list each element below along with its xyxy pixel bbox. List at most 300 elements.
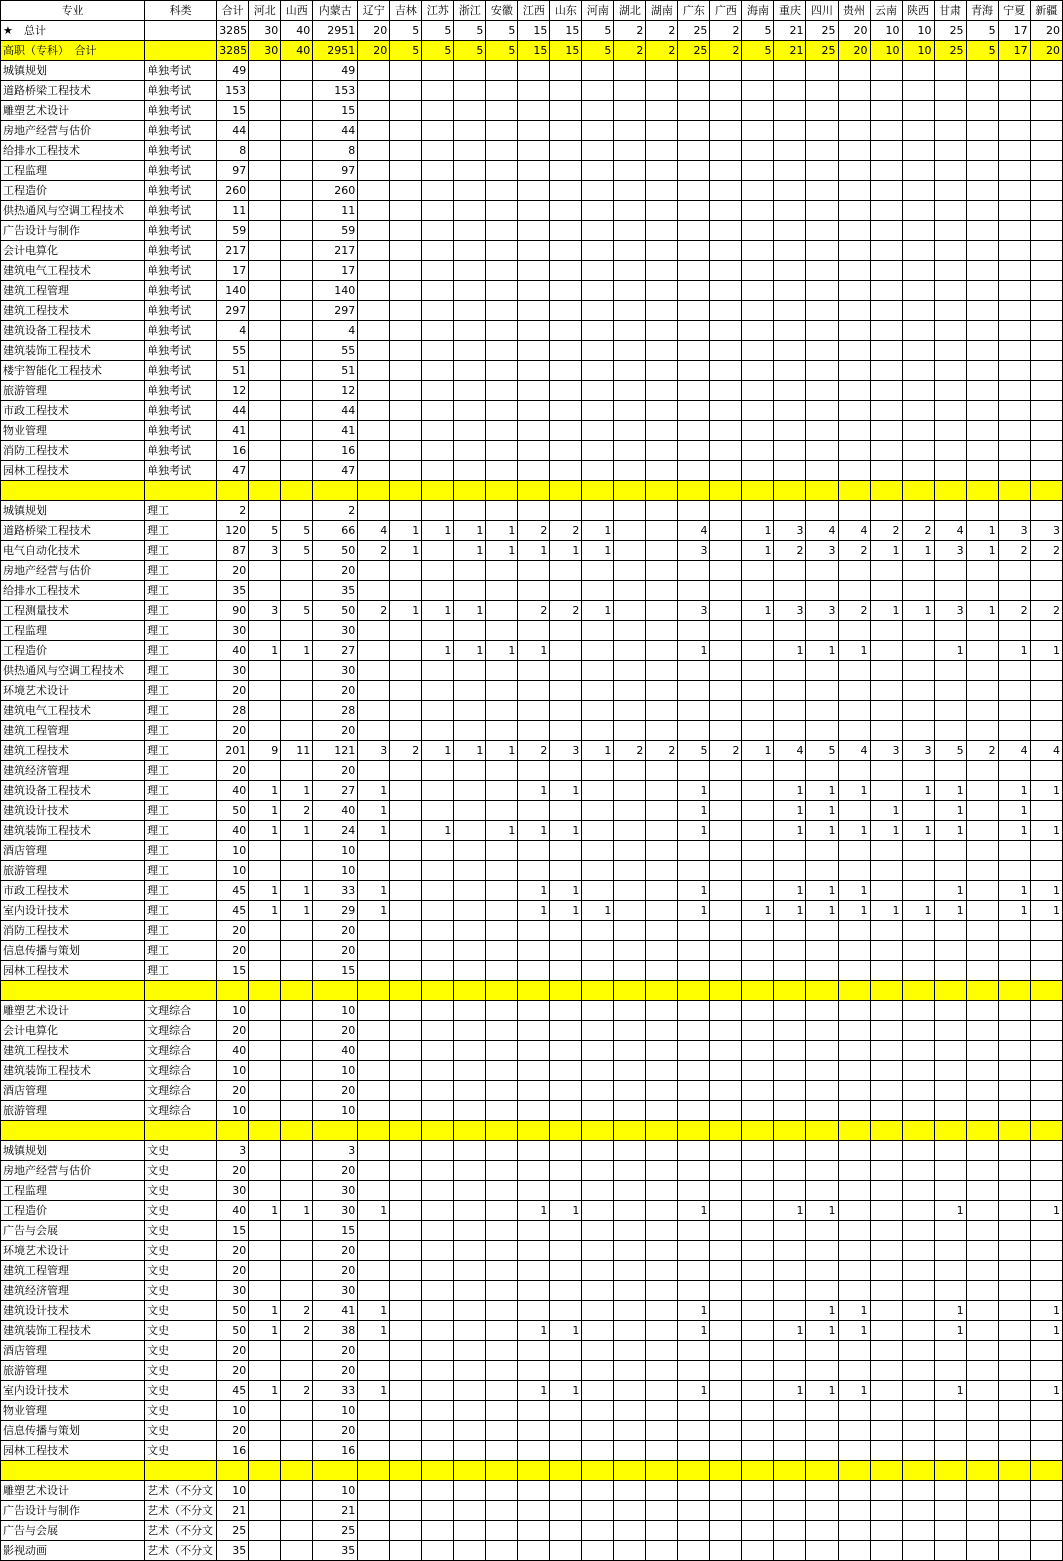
value-cell[interactable]: 1 (249, 881, 281, 901)
value-cell[interactable] (998, 1321, 1030, 1341)
value-cell[interactable] (550, 801, 582, 821)
value-cell[interactable] (518, 721, 550, 741)
value-cell[interactable] (998, 561, 1030, 581)
value-cell[interactable] (249, 1401, 281, 1421)
value-cell[interactable] (358, 981, 390, 1001)
value-cell[interactable]: 140 (313, 281, 358, 301)
value-cell[interactable]: 3 (678, 601, 710, 621)
value-cell[interactable] (454, 1401, 486, 1421)
value-cell[interactable]: 1 (966, 541, 998, 561)
value-cell[interactable] (678, 381, 710, 401)
value-cell[interactable] (390, 281, 422, 301)
value-cell[interactable] (358, 121, 390, 141)
value-cell[interactable] (870, 621, 902, 641)
value-cell[interactable] (582, 1341, 614, 1361)
value-cell[interactable] (646, 921, 678, 941)
value-cell[interactable] (454, 201, 486, 221)
value-cell[interactable] (742, 1301, 774, 1321)
value-cell[interactable] (422, 361, 454, 381)
value-cell[interactable] (966, 1201, 998, 1221)
value-cell[interactable] (646, 121, 678, 141)
value-cell[interactable] (902, 1421, 934, 1441)
value-cell[interactable] (774, 441, 806, 461)
value-cell[interactable] (646, 981, 678, 1001)
category-cell[interactable]: 理工 (145, 721, 217, 741)
value-cell[interactable] (998, 941, 1030, 961)
value-cell[interactable] (582, 321, 614, 341)
value-cell[interactable] (454, 981, 486, 1001)
value-cell[interactable] (550, 301, 582, 321)
value-cell[interactable] (934, 661, 966, 681)
value-cell[interactable] (902, 761, 934, 781)
value-cell[interactable] (486, 1341, 518, 1361)
value-cell[interactable] (486, 481, 518, 501)
value-cell[interactable] (710, 861, 742, 881)
value-cell[interactable] (518, 941, 550, 961)
value-cell[interactable] (390, 1441, 422, 1461)
value-cell[interactable] (646, 521, 678, 541)
value-cell[interactable]: 49 (217, 61, 249, 81)
value-cell[interactable] (678, 861, 710, 881)
value-cell[interactable] (454, 501, 486, 521)
value-cell[interactable] (249, 261, 281, 281)
value-cell[interactable] (934, 321, 966, 341)
value-cell[interactable] (902, 481, 934, 501)
value-cell[interactable] (486, 561, 518, 581)
value-cell[interactable] (486, 581, 518, 601)
value-cell[interactable] (998, 981, 1030, 1001)
value-cell[interactable] (902, 1161, 934, 1181)
major-cell[interactable]: 城镇规划 (1, 61, 145, 81)
value-cell[interactable] (614, 61, 646, 81)
value-cell[interactable]: 1 (774, 821, 806, 841)
value-cell[interactable] (646, 1001, 678, 1021)
value-cell[interactable] (870, 181, 902, 201)
value-cell[interactable] (281, 241, 313, 261)
value-cell[interactable] (774, 661, 806, 681)
value-cell[interactable] (1030, 1341, 1062, 1361)
value-cell[interactable] (806, 581, 838, 601)
value-cell[interactable]: 15 (313, 961, 358, 981)
value-cell[interactable]: 2 (710, 21, 742, 41)
value-cell[interactable] (614, 901, 646, 921)
value-cell[interactable] (774, 341, 806, 361)
value-cell[interactable] (966, 1221, 998, 1241)
value-cell[interactable] (710, 921, 742, 941)
value-cell[interactable] (518, 121, 550, 141)
value-cell[interactable] (249, 441, 281, 461)
value-cell[interactable] (249, 561, 281, 581)
value-cell[interactable]: 10 (902, 41, 934, 61)
column-header[interactable]: 重庆 (774, 1, 806, 21)
value-cell[interactable] (710, 981, 742, 1001)
value-cell[interactable] (422, 1041, 454, 1061)
value-cell[interactable] (582, 1181, 614, 1201)
value-cell[interactable] (390, 1421, 422, 1441)
value-cell[interactable] (710, 1121, 742, 1141)
value-cell[interactable] (870, 221, 902, 241)
value-cell[interactable] (422, 841, 454, 861)
value-cell[interactable] (838, 341, 870, 361)
value-cell[interactable]: 2 (646, 21, 678, 41)
value-cell[interactable] (582, 1361, 614, 1381)
value-cell[interactable] (966, 1461, 998, 1481)
category-cell[interactable]: 文史 (145, 1261, 217, 1281)
value-cell[interactable] (838, 1501, 870, 1521)
value-cell[interactable] (486, 1061, 518, 1081)
column-header[interactable]: 湖南 (646, 1, 678, 21)
value-cell[interactable] (870, 681, 902, 701)
value-cell[interactable] (838, 201, 870, 221)
value-cell[interactable] (582, 1261, 614, 1281)
value-cell[interactable] (390, 781, 422, 801)
value-cell[interactable] (934, 1061, 966, 1081)
value-cell[interactable] (710, 461, 742, 481)
value-cell[interactable] (998, 841, 1030, 861)
value-cell[interactable] (390, 921, 422, 941)
value-cell[interactable] (774, 1021, 806, 1041)
value-cell[interactable] (249, 921, 281, 941)
value-cell[interactable]: 1 (934, 1381, 966, 1401)
value-cell[interactable] (1030, 1121, 1062, 1141)
category-cell[interactable]: 单独考试 (145, 281, 217, 301)
major-cell[interactable]: 建筑经济管理 (1, 761, 145, 781)
value-cell[interactable] (1030, 101, 1062, 121)
value-cell[interactable] (550, 1001, 582, 1021)
value-cell[interactable] (358, 1401, 390, 1421)
value-cell[interactable] (614, 781, 646, 801)
value-cell[interactable]: 2 (281, 1321, 313, 1341)
value-cell[interactable] (774, 1501, 806, 1521)
value-cell[interactable] (550, 101, 582, 121)
value-cell[interactable] (1030, 161, 1062, 181)
value-cell[interactable]: 10 (217, 1001, 249, 1021)
column-header[interactable]: 科类 (145, 1, 217, 21)
value-cell[interactable] (838, 1361, 870, 1381)
value-cell[interactable] (646, 1501, 678, 1521)
value-cell[interactable] (838, 1121, 870, 1141)
value-cell[interactable]: 297 (313, 301, 358, 321)
value-cell[interactable] (454, 561, 486, 581)
value-cell[interactable] (1030, 561, 1062, 581)
value-cell[interactable] (966, 81, 998, 101)
value-cell[interactable] (774, 1541, 806, 1561)
value-cell[interactable] (710, 321, 742, 341)
value-cell[interactable] (678, 1421, 710, 1441)
value-cell[interactable] (742, 301, 774, 321)
value-cell[interactable] (678, 921, 710, 941)
value-cell[interactable] (806, 161, 838, 181)
value-cell[interactable]: 25 (678, 21, 710, 41)
value-cell[interactable] (614, 1021, 646, 1041)
value-cell[interactable] (966, 461, 998, 481)
value-cell[interactable] (902, 1241, 934, 1261)
major-cell[interactable]: 建筑设备工程技术 (1, 781, 145, 801)
value-cell[interactable] (550, 1041, 582, 1061)
value-cell[interactable]: 1 (518, 641, 550, 661)
value-cell[interactable] (518, 441, 550, 461)
value-cell[interactable]: 97 (217, 161, 249, 181)
value-cell[interactable] (550, 261, 582, 281)
value-cell[interactable]: 2 (390, 741, 422, 761)
value-cell[interactable] (422, 1101, 454, 1121)
value-cell[interactable]: 17 (998, 41, 1030, 61)
value-cell[interactable] (281, 141, 313, 161)
value-cell[interactable] (742, 821, 774, 841)
value-cell[interactable] (1030, 201, 1062, 221)
value-cell[interactable]: 1 (806, 901, 838, 921)
value-cell[interactable]: 1 (870, 821, 902, 841)
value-cell[interactable]: 1 (806, 1201, 838, 1221)
value-cell[interactable]: 1 (678, 881, 710, 901)
value-cell[interactable] (678, 1161, 710, 1181)
value-cell[interactable] (774, 401, 806, 421)
value-cell[interactable] (454, 621, 486, 641)
value-cell[interactable] (486, 1001, 518, 1021)
value-cell[interactable] (774, 421, 806, 441)
value-cell[interactable] (934, 861, 966, 881)
major-cell[interactable]: 建筑电气工程技术 (1, 261, 145, 281)
value-cell[interactable]: 30 (313, 1281, 358, 1301)
value-cell[interactable] (710, 1401, 742, 1421)
value-cell[interactable]: 8 (313, 141, 358, 161)
category-cell[interactable]: 文理综合 (145, 1081, 217, 1101)
major-cell[interactable]: 建筑装饰工程技术 (1, 1321, 145, 1341)
value-cell[interactable]: 40 (217, 1201, 249, 1221)
value-cell[interactable] (486, 1361, 518, 1381)
major-cell[interactable]: 供热通风与空调工程技术 (1, 201, 145, 221)
value-cell[interactable] (358, 1181, 390, 1201)
value-cell[interactable] (486, 1141, 518, 1161)
value-cell[interactable] (518, 401, 550, 421)
value-cell[interactable] (358, 1121, 390, 1141)
value-cell[interactable] (646, 481, 678, 501)
value-cell[interactable] (742, 1461, 774, 1481)
value-cell[interactable] (582, 1221, 614, 1241)
value-cell[interactable] (614, 1321, 646, 1341)
column-header[interactable]: 湖北 (614, 1, 646, 21)
value-cell[interactable] (614, 1241, 646, 1261)
value-cell[interactable] (710, 961, 742, 981)
value-cell[interactable]: 44 (217, 401, 249, 421)
value-cell[interactable] (646, 801, 678, 821)
category-cell[interactable]: 理工 (145, 801, 217, 821)
major-cell[interactable]: 室内设计技术 (1, 901, 145, 921)
category-cell[interactable]: 单独考试 (145, 121, 217, 141)
value-cell[interactable]: 3 (998, 521, 1030, 541)
value-cell[interactable] (281, 161, 313, 181)
value-cell[interactable] (998, 1341, 1030, 1361)
value-cell[interactable] (518, 1221, 550, 1241)
value-cell[interactable] (550, 981, 582, 1001)
value-cell[interactable] (454, 141, 486, 161)
value-cell[interactable] (422, 1201, 454, 1221)
category-cell[interactable]: 单独考试 (145, 181, 217, 201)
value-cell[interactable] (710, 1541, 742, 1561)
value-cell[interactable] (646, 761, 678, 781)
value-cell[interactable] (710, 301, 742, 321)
value-cell[interactable] (838, 1461, 870, 1481)
value-cell[interactable]: 1 (486, 641, 518, 661)
value-cell[interactable] (313, 1461, 358, 1481)
value-cell[interactable] (998, 1221, 1030, 1241)
value-cell[interactable] (1030, 401, 1062, 421)
value-cell[interactable] (806, 1481, 838, 1501)
value-cell[interactable] (281, 1121, 313, 1141)
value-cell[interactable] (902, 681, 934, 701)
value-cell[interactable] (966, 1161, 998, 1181)
value-cell[interactable] (902, 1401, 934, 1421)
value-cell[interactable] (966, 1061, 998, 1081)
value-cell[interactable] (454, 461, 486, 481)
value-cell[interactable] (742, 1281, 774, 1301)
value-cell[interactable] (281, 1161, 313, 1181)
value-cell[interactable] (678, 561, 710, 581)
value-cell[interactable] (998, 921, 1030, 941)
value-cell[interactable] (774, 201, 806, 221)
value-cell[interactable] (710, 541, 742, 561)
value-cell[interactable] (281, 1361, 313, 1381)
value-cell[interactable]: 1 (1030, 1301, 1062, 1321)
value-cell[interactable]: 30 (217, 1281, 249, 1301)
value-cell[interactable] (838, 1541, 870, 1561)
value-cell[interactable] (998, 1441, 1030, 1461)
value-cell[interactable] (742, 721, 774, 741)
value-cell[interactable]: 10 (217, 1061, 249, 1081)
value-cell[interactable] (838, 261, 870, 281)
value-cell[interactable]: 17 (998, 21, 1030, 41)
value-cell[interactable] (646, 181, 678, 201)
value-cell[interactable]: 121 (313, 741, 358, 761)
value-cell[interactable] (550, 701, 582, 721)
value-cell[interactable] (902, 621, 934, 641)
value-cell[interactable] (217, 1121, 249, 1141)
value-cell[interactable] (902, 361, 934, 381)
value-cell[interactable] (742, 961, 774, 981)
value-cell[interactable] (614, 1381, 646, 1401)
value-cell[interactable]: 1 (281, 1201, 313, 1221)
value-cell[interactable] (774, 321, 806, 341)
value-cell[interactable] (678, 1121, 710, 1141)
value-cell[interactable] (390, 1141, 422, 1161)
value-cell[interactable] (998, 1061, 1030, 1081)
value-cell[interactable] (358, 1141, 390, 1161)
category-cell[interactable]: 文史 (145, 1301, 217, 1321)
value-cell[interactable]: 1 (774, 1381, 806, 1401)
value-cell[interactable] (1030, 1401, 1062, 1421)
value-cell[interactable] (934, 1541, 966, 1561)
value-cell[interactable] (454, 241, 486, 261)
value-cell[interactable]: 15 (518, 21, 550, 41)
value-cell[interactable] (806, 1181, 838, 1201)
value-cell[interactable]: 1 (902, 781, 934, 801)
value-cell[interactable] (806, 661, 838, 681)
value-cell[interactable] (646, 101, 678, 121)
value-cell[interactable]: 3 (774, 601, 806, 621)
value-cell[interactable] (806, 1401, 838, 1421)
value-cell[interactable] (870, 581, 902, 601)
value-cell[interactable] (486, 221, 518, 241)
value-cell[interactable] (390, 561, 422, 581)
value-cell[interactable] (934, 1161, 966, 1181)
value-cell[interactable] (582, 1281, 614, 1301)
value-cell[interactable] (582, 1021, 614, 1041)
value-cell[interactable]: 1 (774, 641, 806, 661)
value-cell[interactable] (838, 421, 870, 441)
value-cell[interactable] (742, 1181, 774, 1201)
value-cell[interactable]: 1 (742, 741, 774, 761)
value-cell[interactable] (390, 141, 422, 161)
value-cell[interactable] (486, 1281, 518, 1301)
value-cell[interactable] (902, 61, 934, 81)
value-cell[interactable]: 41 (217, 421, 249, 441)
value-cell[interactable] (390, 241, 422, 261)
value-cell[interactable] (806, 341, 838, 361)
value-cell[interactable] (614, 1401, 646, 1421)
value-cell[interactable] (934, 561, 966, 581)
value-cell[interactable] (390, 121, 422, 141)
value-cell[interactable]: 1 (806, 781, 838, 801)
value-cell[interactable] (281, 181, 313, 201)
value-cell[interactable] (742, 221, 774, 241)
value-cell[interactable] (614, 421, 646, 441)
value-cell[interactable] (518, 861, 550, 881)
value-cell[interactable] (646, 281, 678, 301)
value-cell[interactable]: 44 (313, 121, 358, 141)
value-cell[interactable] (774, 241, 806, 261)
value-cell[interactable] (934, 1041, 966, 1061)
value-cell[interactable] (281, 221, 313, 241)
value-cell[interactable] (710, 1521, 742, 1541)
value-cell[interactable]: 20 (217, 1241, 249, 1261)
value-cell[interactable] (281, 81, 313, 101)
value-cell[interactable] (390, 1301, 422, 1321)
value-cell[interactable] (934, 481, 966, 501)
value-cell[interactable] (1030, 241, 1062, 261)
value-cell[interactable] (998, 661, 1030, 681)
value-cell[interactable] (774, 1521, 806, 1541)
value-cell[interactable] (486, 141, 518, 161)
value-cell[interactable] (582, 1401, 614, 1421)
value-cell[interactable] (646, 1341, 678, 1361)
value-cell[interactable] (774, 1061, 806, 1081)
value-cell[interactable] (454, 1081, 486, 1101)
value-cell[interactable] (998, 1281, 1030, 1301)
value-cell[interactable]: 1 (806, 1381, 838, 1401)
value-cell[interactable]: 25 (806, 21, 838, 41)
value-cell[interactable] (710, 1161, 742, 1181)
value-cell[interactable] (806, 1021, 838, 1041)
value-cell[interactable] (710, 141, 742, 161)
value-cell[interactable]: 1 (422, 521, 454, 541)
value-cell[interactable]: 44 (313, 401, 358, 421)
value-cell[interactable] (358, 241, 390, 261)
value-cell[interactable] (454, 1101, 486, 1121)
value-cell[interactable] (614, 981, 646, 1001)
value-cell[interactable] (281, 1221, 313, 1241)
value-cell[interactable] (934, 121, 966, 141)
value-cell[interactable] (390, 441, 422, 461)
value-cell[interactable]: 5 (966, 21, 998, 41)
value-cell[interactable] (774, 81, 806, 101)
value-cell[interactable] (390, 901, 422, 921)
value-cell[interactable] (870, 1221, 902, 1241)
value-cell[interactable]: 2 (1030, 601, 1062, 621)
value-cell[interactable] (582, 1241, 614, 1261)
value-cell[interactable]: 40 (217, 781, 249, 801)
value-cell[interactable] (870, 1401, 902, 1421)
value-cell[interactable]: 33 (313, 1381, 358, 1401)
